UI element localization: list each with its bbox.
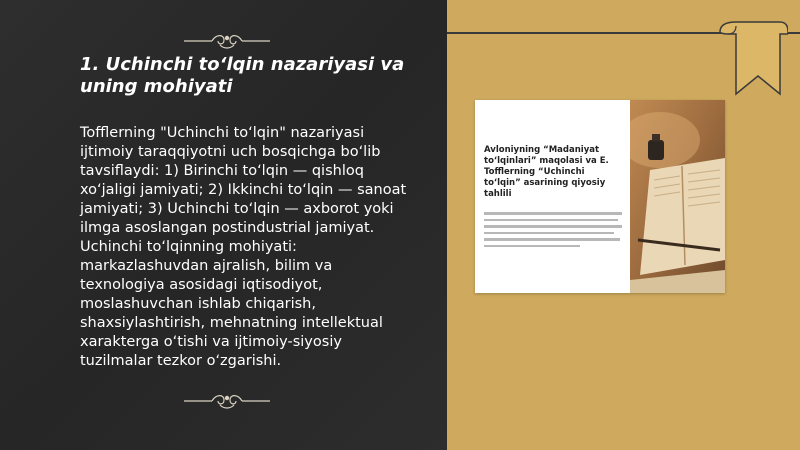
preview-text-area — [475, 100, 630, 293]
slide-body-text: Tofflerning "Uchinchi to‘lqin" nazariyasi ijtimoiy taraqqiyotni uch bosqichga bo‘lib tavsiflaydi: 1) Birinchi to‘lqin — qishloq xo‘jaligi jamiyati; 2) Ikkinchi to‘lqin — sanoat jamiyati; 3) Uchinchi to‘lqin — axborot yoki ilmga asoslangan postindustrial jamiyat. Uchinchi to‘lqinning mohiyati: markazlashuvdan ajralish, bilim va texnologiya asosidagi iqtisodiyot, moslashuvchan ishlab chiqarish, shaxsiylashtirish, mehnatning intellektual xarakterga o‘tishi va ijtimoiy-siyosiy tuzilmalar tezkor o‘zgarishi. — [80, 125, 407, 369]
bookmark-ribbon-icon — [718, 20, 788, 98]
scroll-flourish-icon — [182, 391, 272, 411]
scroll-flourish-icon — [182, 31, 272, 51]
slide-heading: 1. Uchinchi to‘lqin nazariyasi va uning mohiyati — [80, 54, 405, 97]
document-preview-card — [475, 100, 725, 293]
preview-paragraph-lines — [484, 212, 624, 251]
preview-title: Avloniyning “Madaniyat to‘lqinlari” maqolasi va E. Tofflerning “Uchinchi to‘lqin” asarining qiyosiy tahlili — [484, 145, 609, 199]
book-and-ink-photo — [630, 100, 725, 293]
